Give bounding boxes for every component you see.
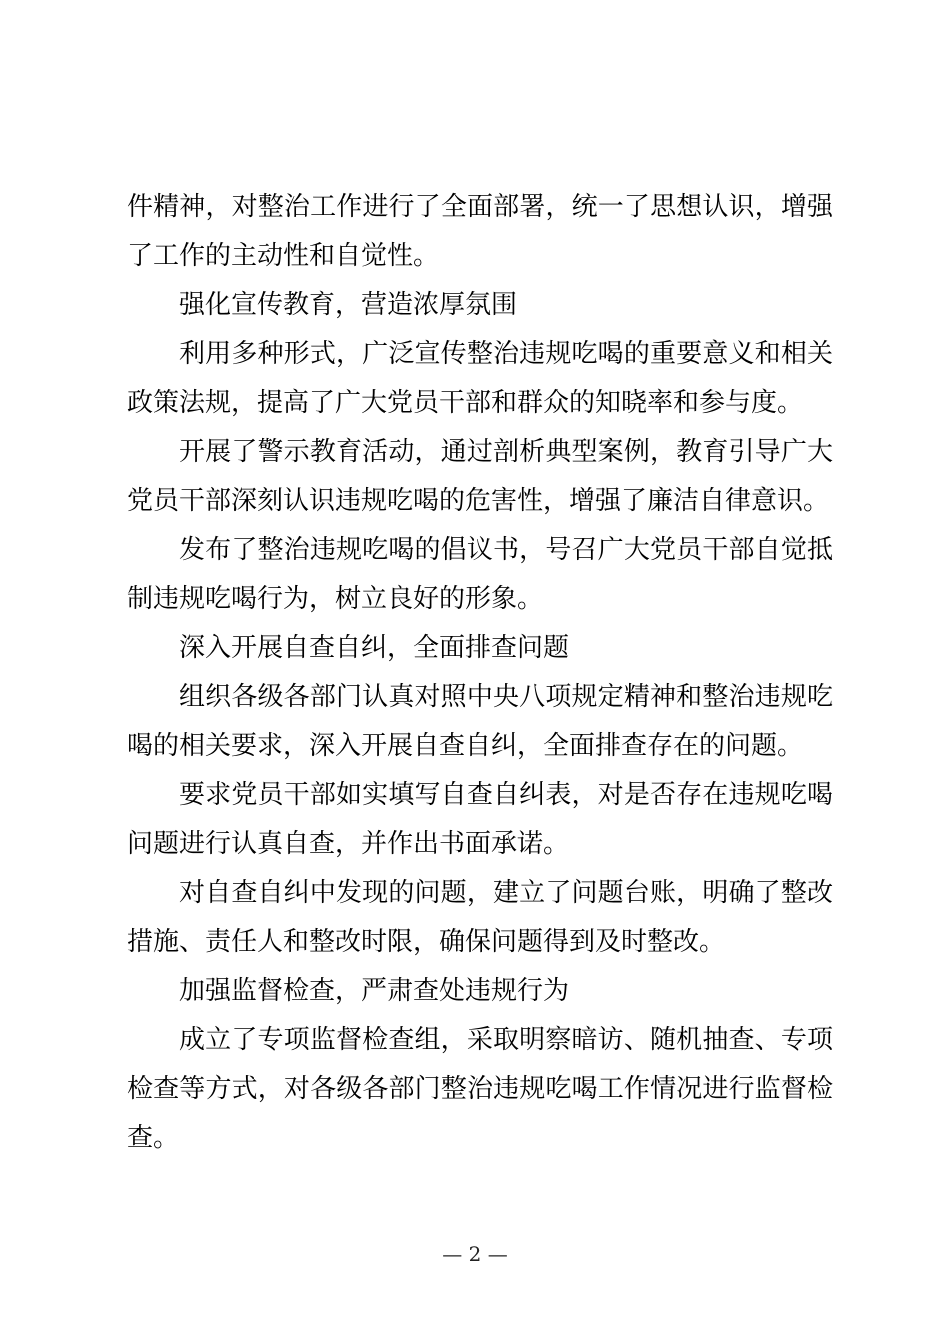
document-body — [127, 183, 833, 1163]
section-heading-publicity: 强化宣传教育，营造浓厚氛围 — [179, 290, 518, 320]
page-number: — 2 — — [442, 1242, 508, 1266]
paragraph: 开展了警示教育活动，通过剖析典型案例，教育引导广大党员干部深刻认识违规吃喝的危害性，增强了廉洁自律意识。 — [127, 437, 833, 516]
paragraph: 要求党员干部如实填写自查自纠表，对是否存在违规吃喝问题进行认真自查，并作出书面承诺。 — [127, 780, 833, 859]
section-heading-self-inspection: 深入开展自查自纠，全面排查问题 — [179, 633, 570, 663]
paragraph: 利用多种形式，广泛宣传整治违规吃喝的重要意义和相关政策法规，提高了广大党员干部和群众的知晓率和参与度。 — [127, 339, 833, 418]
paragraph: 组织各级各部门认真对照中央八项规定精神和整治违规吃喝的相关要求，深入开展自查自纠，全面排查存在的问题。 — [127, 682, 833, 761]
paragraph-continued: 件精神，对整治工作进行了全面部署，统一了思想认识，增强了工作的主动性和自觉性。 — [127, 192, 833, 271]
section-heading-supervision: 加强监督检查，严肃查处违规行为 — [179, 976, 570, 1006]
paragraph: 成立了专项监督检查组，采取明察暗访、随机抽查、专项检查等方式，对各级各部门整治违规吃喝工作情况进行监督检查。 — [127, 1025, 833, 1153]
paragraph: 对自查自纠中发现的问题，建立了问题台账，明确了整改措施、责任人和整改时限，确保问题得到及时整改。 — [127, 878, 833, 957]
paragraph: 发布了整治违规吃喝的倡议书，号召广大党员干部自觉抵制违规吃喝行为，树立良好的形象。 — [127, 535, 833, 614]
